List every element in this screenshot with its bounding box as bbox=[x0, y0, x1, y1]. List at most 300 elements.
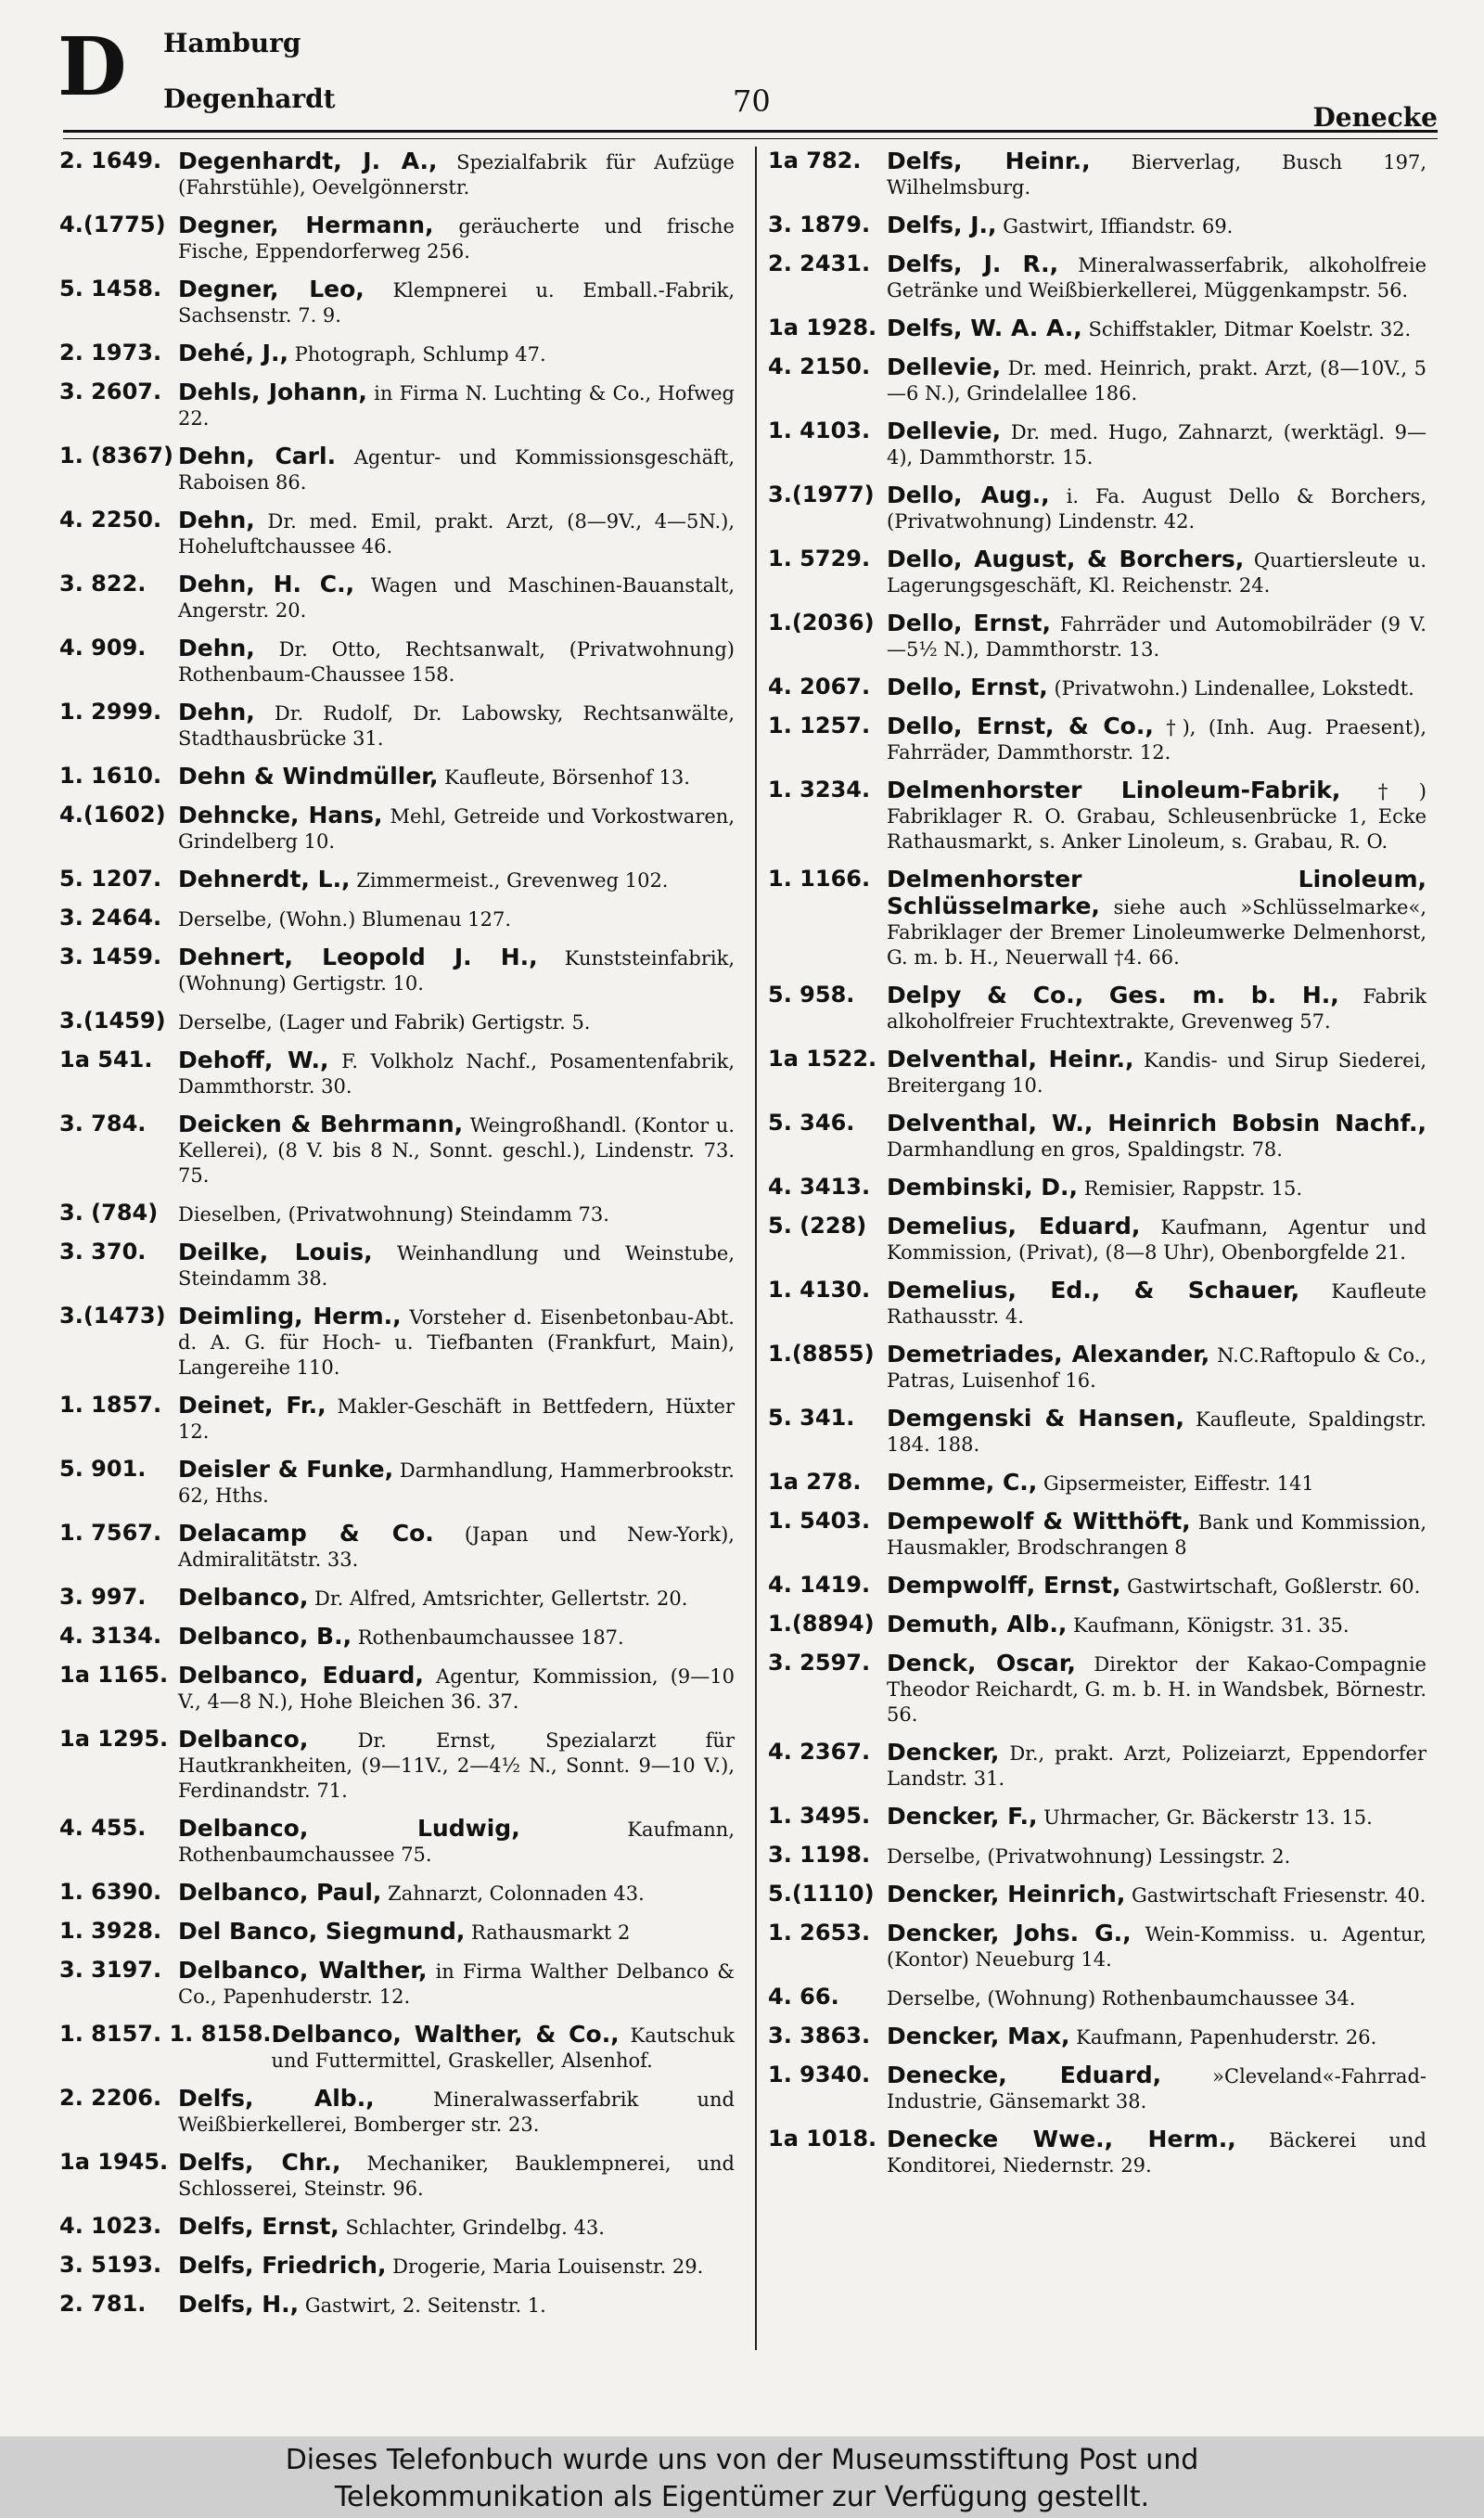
phone-number: 4. 2150. bbox=[768, 353, 871, 379]
directory-entry bbox=[59, 1624, 735, 1651]
entry-name: Degenhardt, J. A., bbox=[178, 148, 438, 174]
phone-number: 3. 997. bbox=[59, 1584, 147, 1610]
entry-details: Darmhandlung, Hammerbrookstr. 62, Hths. bbox=[178, 1459, 735, 1507]
phone-number: 1a 1522. bbox=[768, 1046, 877, 1072]
entry-text bbox=[887, 2062, 1426, 2114]
entry-details: Schlachter, Grindelbg. 43. bbox=[339, 2216, 605, 2239]
directory-entry bbox=[768, 1882, 1426, 1908]
entry-text bbox=[178, 507, 735, 559]
phone-number: 2. 2206. bbox=[59, 2085, 162, 2111]
entry-name: Del Banco, Siegmund, bbox=[178, 1918, 466, 1945]
entry-name: Delbanco, bbox=[178, 1584, 309, 1611]
entry-text bbox=[178, 1304, 735, 1381]
entry-name: Dempwolff, Ernst, bbox=[887, 1572, 1121, 1599]
entry-text bbox=[887, 1175, 1426, 1201]
phone-number: 5.(1110) bbox=[768, 1881, 875, 1907]
phone-number: 1. 2653. bbox=[768, 1920, 871, 1946]
entry-text bbox=[887, 2126, 1426, 2178]
entry-name: Deimling, Herm., bbox=[178, 1303, 402, 1330]
directory-entry bbox=[59, 1304, 735, 1381]
entry-details: Kautschuk und Futtermittel, Graskeller, Alsenhof. bbox=[271, 2024, 735, 2072]
entry-name: Dencker, F., bbox=[887, 1803, 1038, 1830]
entry-name: Degner, Hermann, bbox=[178, 212, 434, 238]
directory-entry bbox=[59, 1047, 735, 1099]
directory-entry bbox=[59, 636, 735, 687]
directory-entry bbox=[59, 1958, 735, 2010]
entry-text bbox=[887, 418, 1426, 470]
phone-number: 5. 346. bbox=[768, 1110, 855, 1136]
entry-details: Kaufmann, Königstr. 31. 35. bbox=[1067, 1614, 1350, 1637]
phone-number: 1. 6390. bbox=[59, 1879, 162, 1905]
entry-name: Delfs, J. R., bbox=[887, 251, 1059, 277]
phone-number: 1. 2999. bbox=[59, 699, 162, 725]
entry-details: Derselbe, (Privatwohnung) Lessingstr. 2. bbox=[887, 1845, 1291, 1868]
entry-details: Kaufmann, Papenhuderstr. 26. bbox=[1069, 2026, 1377, 2049]
phone-number: 1. 3928. bbox=[59, 1918, 162, 1944]
entry-details: Zimmermeist., Grevenweg 102. bbox=[350, 869, 669, 892]
directory-entry bbox=[768, 1047, 1426, 1098]
directory-entry bbox=[768, 1214, 1426, 1265]
header-rule-thick bbox=[63, 130, 1438, 133]
entry-name: Dello, Aug., bbox=[887, 482, 1050, 508]
directory-entry bbox=[59, 443, 735, 495]
directory-entry bbox=[59, 379, 735, 431]
directory-entry bbox=[59, 1880, 735, 1907]
entry-details: in Firma Walther Delbanco & Co., Papenhuderstr. 12. bbox=[178, 1960, 735, 2008]
entry-details: †) Fabriklager R. O. Grabau, Schleusenbrücke 1, Ecke Rathausmarkt, s. Anker Linoleum, s. Grabau, R. O. bbox=[887, 780, 1426, 853]
entry-text bbox=[178, 1047, 735, 1099]
directory-entry bbox=[768, 1740, 1426, 1792]
entry-details: Spezialfabrik für Aufzüge (Fahrstühle), Oevelgönnerstr. bbox=[178, 151, 735, 199]
phone-number: 3.(1459) bbox=[59, 1008, 166, 1034]
directory-entry bbox=[768, 2062, 1426, 2114]
phone-number: 1. 4130. bbox=[768, 1277, 871, 1303]
directory-entry bbox=[768, 1278, 1426, 1330]
directory-entry bbox=[59, 2214, 735, 2241]
entry-text bbox=[178, 1201, 735, 1227]
entry-name: Demgenski & Hansen, bbox=[887, 1405, 1184, 1432]
entry-name: Delpy & Co., Ges. m. b. H., bbox=[887, 982, 1339, 1008]
entry-name: Delventhal, Heinr., bbox=[887, 1046, 1134, 1073]
entry-details: Photograph, Schlump 47. bbox=[288, 343, 546, 366]
directory-entry bbox=[768, 1612, 1426, 1638]
entry-details: Kunststeinfabrik, (Wohnung) Gertigstr. 10. bbox=[178, 947, 735, 995]
entry-details: Darmhandlung en gros, Spaldingstr. 78. bbox=[887, 1138, 1283, 1161]
entry-details: Derselbe, (Wohnung) Rothenbaumchaussee 34. bbox=[887, 1987, 1356, 2010]
entry-name: Delbanco, bbox=[178, 1726, 309, 1753]
phone-number: 2. 781. bbox=[59, 2291, 147, 2317]
entry-details: Gipsermeister, Eiffestr. 141 bbox=[1037, 1472, 1314, 1495]
entry-name: Delventhal, W., Heinrich Bobsin Nachf., bbox=[887, 1110, 1426, 1137]
entry-name: Delfs, Heinr., bbox=[887, 148, 1091, 174]
phone-number: 1. 9340. bbox=[768, 2062, 871, 2088]
phone-number: 1. 1257. bbox=[768, 713, 871, 739]
entry-details: Dr. med. Emil, prakt. Arzt, (8—9V., 4—5N.), Hoheluftchaussee 46. bbox=[178, 510, 735, 558]
entry-text bbox=[178, 340, 735, 367]
phone-number: 5. 1458. bbox=[59, 276, 162, 302]
entry-name: Demme, C., bbox=[887, 1469, 1038, 1496]
phone-number: 2. 1973. bbox=[59, 340, 162, 366]
phone-number: 1.(2036) bbox=[768, 610, 875, 636]
directory-entry bbox=[768, 251, 1426, 303]
phone-number: 4. 1023. bbox=[59, 2213, 162, 2239]
phone-number: 3. (784) bbox=[59, 1200, 159, 1226]
entry-text bbox=[887, 1882, 1426, 1908]
entry-name: Delmenhorster Linoleum, Schlüsselmarke, bbox=[887, 866, 1426, 919]
entry-name: Dellevie, bbox=[887, 353, 1002, 380]
phone-number: 3. 370. bbox=[59, 1239, 147, 1265]
phone-number: 1.(8855) bbox=[768, 1341, 875, 1367]
entry-name: Deisler & Funke, bbox=[178, 1456, 394, 1483]
entry-name: Delmenhorster Linoleum-Fabrik, bbox=[887, 777, 1341, 803]
phone-number: 3. 3863. bbox=[768, 2023, 871, 2049]
directory-entry bbox=[768, 1111, 1426, 1163]
entry-text bbox=[887, 983, 1426, 1034]
footer-line-1: Dieses Telefonbuch wurde uns von der Museumsstiftung Post und bbox=[285, 2444, 1199, 2476]
directory-entry bbox=[768, 418, 1426, 470]
entry-details: Gastwirtschaft, Goßlerstr. 60. bbox=[1120, 1575, 1421, 1598]
phone-number: 3. 1879. bbox=[768, 212, 871, 238]
entry-details: Rothenbaumchaussee 187. bbox=[352, 1626, 624, 1649]
entry-text bbox=[178, 1521, 735, 1573]
entry-details: »Cleveland«-Fahrrad-Industrie, Gänsemarkt 38. bbox=[887, 2065, 1426, 2113]
phone-number: 4. 3134. bbox=[59, 1623, 162, 1649]
entry-name: Dehn, H. C., bbox=[178, 571, 355, 597]
entry-name: Delbanco, Ludwig, bbox=[178, 1815, 520, 1842]
entry-text bbox=[178, 636, 735, 687]
entry-text bbox=[178, 572, 735, 623]
entry-details: Zahnarzt, Colonnaden 43. bbox=[381, 1882, 645, 1905]
entry-text bbox=[887, 1921, 1426, 1972]
directory-entry bbox=[768, 1406, 1426, 1458]
entry-name: Delbanco, B., bbox=[178, 1623, 352, 1650]
entry-details: †), (Inh. Aug. Praesent), Fahrräder, Dammthorstr. 12. bbox=[887, 716, 1427, 764]
directory-entry bbox=[59, 906, 735, 932]
directory-entry bbox=[768, 2126, 1426, 2178]
last-entry-heading: Denecke bbox=[1312, 102, 1438, 133]
entry-name: Dello, Ernst, bbox=[887, 610, 1051, 636]
entry-text bbox=[178, 212, 735, 264]
entry-name: Demuth, Alb., bbox=[887, 1611, 1068, 1638]
entry-text bbox=[887, 1342, 1426, 1394]
directory-entry bbox=[59, 700, 735, 752]
directory-entry bbox=[59, 2086, 735, 2138]
entry-details: Bierverlag, Busch 197, Wilhelmsburg. bbox=[887, 151, 1426, 199]
phone-number: 4.(1775) bbox=[59, 212, 166, 238]
entry-text bbox=[272, 2022, 735, 2074]
phone-number: 1. 1610. bbox=[59, 763, 162, 789]
directory-entry bbox=[768, 1470, 1426, 1497]
entry-name: Dencker, Max, bbox=[887, 2023, 1070, 2049]
directory-entry bbox=[59, 1585, 735, 1612]
phone-number: 4. 455. bbox=[59, 1815, 147, 1841]
directory-entry bbox=[768, 1985, 1426, 2011]
phone-number: 3. 2464. bbox=[59, 905, 162, 931]
directory-entry bbox=[59, 1457, 735, 1509]
directory-entry bbox=[768, 1651, 1426, 1728]
entry-name: Deilke, Louis, bbox=[178, 1239, 373, 1265]
phone-number: 3. 1198. bbox=[768, 1842, 871, 1868]
entry-name: Delbanco, Paul, bbox=[178, 1879, 382, 1906]
entry-details: Makler-Geschäft in Bettfedern, Hüxter 12. bbox=[178, 1395, 736, 1443]
directory-entry bbox=[768, 1573, 1426, 1599]
entry-details: Bäckerei und Konditorei, Niedernstr. 29. bbox=[887, 2129, 1426, 2177]
phone-number: 1a 1165. bbox=[59, 1662, 169, 1688]
entry-details: Direktor der Kakao-Compagnie Theodor Reichardt, G. m. b. H. in Wandsbek, Börnestr. 56. bbox=[887, 1653, 1426, 1726]
entry-name: Dehls, Johann, bbox=[178, 379, 367, 405]
entry-details: F. Volkholz Nachf., Posamentenfabrik, Dammthorstr. 30. bbox=[178, 1050, 735, 1098]
entry-details: Derselbe, (Lager und Fabrik) Gertigstr. 5. bbox=[178, 1011, 591, 1034]
column-separator bbox=[755, 147, 757, 2350]
entry-name: Denecke, Eduard, bbox=[887, 2062, 1162, 2088]
entry-details: Wein-Kommiss. u. Agentur, (Kontor) Neueburg 14. bbox=[887, 1923, 1426, 1971]
entry-text bbox=[887, 315, 1426, 342]
entry-details: Vorsteher d. Eisenbetonbau-Abt. d. A. G. für Hoch- u. Tiefbanten (Frankfurt, Main), Langereihe 110. bbox=[178, 1306, 735, 1379]
phone-number: 2. 1649. bbox=[59, 148, 162, 173]
entry-text bbox=[178, 867, 735, 893]
entry-details: Mehl, Getreide und Vorkostwaren, Grindelberg 10. bbox=[178, 805, 735, 853]
directory-entry bbox=[59, 2292, 735, 2319]
entry-details: N.C.Raftopulo & Co., Patras, Luisenhof 16. bbox=[887, 1344, 1426, 1392]
phone-number: 1. (8367) bbox=[59, 443, 173, 469]
directory-entry bbox=[59, 1111, 735, 1188]
directory-entry bbox=[768, 777, 1426, 854]
directory-entry bbox=[768, 482, 1426, 534]
entry-details: Kaufleute Rathausstr. 4. bbox=[887, 1280, 1426, 1328]
phone-number: 2. 2431. bbox=[768, 251, 871, 276]
phone-number: 3. 784. bbox=[59, 1111, 147, 1137]
entry-text bbox=[887, 1651, 1426, 1728]
entry-text bbox=[887, 1047, 1426, 1098]
entry-name: Delfs, Friedrich, bbox=[178, 2252, 387, 2279]
entry-text bbox=[178, 906, 735, 932]
entry-name: Degner, Leo, bbox=[178, 276, 365, 302]
directory-entry bbox=[59, 1201, 735, 1227]
directory-entry bbox=[768, 148, 1426, 200]
entry-name: Dello, Ernst, bbox=[887, 674, 1048, 700]
phone-number: 4. 2250. bbox=[59, 507, 162, 533]
entry-name: Delfs, Alb., bbox=[178, 2085, 375, 2112]
entry-text bbox=[887, 212, 1426, 239]
entry-details: Gastwirt, Iffiandstr. 69. bbox=[996, 215, 1234, 238]
entry-details: (Privatwohn.) Lindenallee, Lokstedt. bbox=[1047, 677, 1414, 700]
entry-text bbox=[887, 1612, 1426, 1638]
directory-entry bbox=[59, 2022, 735, 2074]
entry-name: Demelius, Ed., & Schauer, bbox=[887, 1277, 1300, 1304]
phone-number: 3. 5193. bbox=[59, 2252, 162, 2278]
first-entry-heading: Degenhardt bbox=[163, 84, 336, 114]
entry-details: geräucherte und frische Fische, Eppendorferweg 256. bbox=[178, 215, 735, 263]
footer-line-2: Telekommunikation als Eigentümer zur Verfügung gestellt. bbox=[334, 2481, 1150, 2513]
right-column bbox=[768, 148, 1426, 2178]
entry-text bbox=[178, 1727, 735, 1804]
phone-number: 5. (228) bbox=[768, 1213, 867, 1239]
entry-name: Dehn, bbox=[178, 699, 255, 726]
directory-entry bbox=[59, 1727, 735, 1804]
entry-details: Weingroßhandl. (Kontor u. Kellerei), (8 V. bis 8 N., Sonnt. geschl.), Lindenstr. 73. 75. bbox=[178, 1114, 735, 1187]
directory-entry bbox=[59, 944, 735, 996]
entry-text bbox=[887, 1470, 1426, 1497]
entry-name: Denck, Oscar, bbox=[887, 1650, 1076, 1677]
directory-entry bbox=[768, 212, 1426, 239]
directory-entry bbox=[59, 764, 735, 790]
directory-entry bbox=[59, 572, 735, 623]
entry-text bbox=[887, 546, 1426, 598]
entry-text bbox=[178, 2253, 735, 2280]
directory-entry bbox=[59, 148, 735, 200]
directory-entry bbox=[768, 674, 1426, 701]
directory-entry bbox=[768, 610, 1426, 662]
entry-text bbox=[887, 1843, 1426, 1869]
entry-details: Schiffstakler, Ditmar Koelstr. 32. bbox=[1081, 318, 1412, 340]
directory-entry bbox=[768, 1175, 1426, 1201]
entry-details: Kandis- und Sirup Siederei, Breitergang 10. bbox=[887, 1049, 1426, 1097]
entry-name: Delfs, W. A. A., bbox=[887, 315, 1082, 341]
entry-name: Dehncke, Hans, bbox=[178, 802, 383, 829]
entry-details: Gastwirtschaft Friesenstr. 40. bbox=[1125, 1884, 1426, 1907]
directory-entry bbox=[59, 1663, 735, 1715]
entry-text bbox=[887, 713, 1426, 765]
entry-text bbox=[887, 610, 1426, 662]
entry-name: Delbanco, Eduard, bbox=[178, 1662, 424, 1689]
directory-entry bbox=[768, 1342, 1426, 1394]
entry-text bbox=[178, 1958, 735, 2010]
phone-number: 4. 1419. bbox=[768, 1572, 871, 1598]
entry-details: Agentur- und Kommissionsgeschäft, Raboisen 86. bbox=[178, 446, 735, 494]
directory-entry bbox=[768, 1843, 1426, 1869]
phone-number: 4. 909. bbox=[59, 635, 147, 661]
directory-entry bbox=[59, 340, 735, 367]
entry-text bbox=[887, 1214, 1426, 1265]
entry-details: Dr. Otto, Rechtsanwalt, (Privatwohnung) Rothenbaum-Chaussee 158. bbox=[178, 638, 735, 686]
entry-text bbox=[178, 700, 735, 752]
entry-details: (Japan und New-York), Admiralitätstr. 33. bbox=[178, 1523, 735, 1571]
entry-name: Demetriades, Alexander, bbox=[887, 1341, 1210, 1368]
phone-number: 5. 901. bbox=[59, 1456, 147, 1482]
entry-details: Agentur, Kommission, (9—10 V., 4—8 N.), Hohe Bleichen 36. 37. bbox=[178, 1665, 735, 1713]
phone-number: 1. 3234. bbox=[768, 777, 871, 803]
entry-text bbox=[178, 764, 735, 790]
directory-entry bbox=[768, 983, 1426, 1034]
copyright-footer bbox=[0, 2436, 1484, 2518]
phone-number: 1a 1945. bbox=[59, 2149, 169, 2175]
phone-number: 5. 958. bbox=[768, 982, 855, 1008]
phone-number: 1a 1018. bbox=[768, 2126, 877, 2152]
entry-name: Dellevie, bbox=[887, 418, 1002, 444]
directory-entry bbox=[768, 354, 1426, 406]
entry-name: Delfs, Chr., bbox=[178, 2149, 341, 2176]
directory-entry bbox=[59, 1521, 735, 1573]
entry-details: i. Fa. August Dello & Borchers, (Privatwohnung) Lindenstr. 42. bbox=[887, 485, 1426, 533]
phone-number: 1a 541. bbox=[59, 1047, 153, 1073]
entry-details: Gastwirt, 2. Seitenstr. 1. bbox=[299, 2294, 546, 2317]
entry-text bbox=[178, 1919, 735, 1946]
entry-details: Wagen und Maschinen-Bauanstalt, Angerstr. 20. bbox=[178, 574, 735, 622]
entry-name: Demelius, Eduard, bbox=[887, 1213, 1141, 1240]
entry-details: Dr., prakt. Arzt, Polizeiarzt, Eppendorfer Landstr. 31. bbox=[887, 1742, 1426, 1790]
entry-details: Bank und Kommission, Hausmakler, Brodschrangen 8 bbox=[887, 1511, 1426, 1559]
entry-name: Dehnerdt, L., bbox=[178, 866, 351, 893]
phone-number: 1. 5403. bbox=[768, 1508, 871, 1534]
phone-number: 1.(8894) bbox=[768, 1611, 875, 1637]
entry-text bbox=[178, 1393, 735, 1445]
directory-entry bbox=[59, 867, 735, 893]
entry-details: Mineralwasserfabrik und Weißbierkellerei, Bomberger str. 23. bbox=[178, 2088, 735, 2136]
entry-text bbox=[178, 379, 735, 431]
phone-number: 1. 4103. bbox=[768, 418, 871, 443]
entry-details: Drogerie, Maria Louisenstr. 29. bbox=[386, 2255, 704, 2278]
entry-text bbox=[178, 1240, 735, 1291]
directory-entry bbox=[59, 1919, 735, 1946]
directory-entry bbox=[59, 2150, 735, 2202]
phone-number: 3. 2607. bbox=[59, 379, 162, 405]
entry-name: Dehn, bbox=[178, 507, 255, 533]
entry-details: Kaufmann, Rothenbaumchaussee 75. bbox=[178, 1818, 735, 1866]
phone-number: 1a 782. bbox=[768, 148, 862, 173]
entry-text bbox=[178, 148, 735, 200]
entry-name: Delacamp & Co. bbox=[178, 1520, 434, 1547]
entry-details: Kaufleute, Spaldingstr. 184. 188. bbox=[887, 1408, 1426, 1456]
phone-number: 3. 3197. bbox=[59, 1957, 162, 1983]
phone-number: 1. 8157. 1. 8158. bbox=[59, 2021, 272, 2047]
directory-entry bbox=[59, 507, 735, 559]
entry-name: Dehé, J., bbox=[178, 340, 288, 366]
directory-entry bbox=[768, 1509, 1426, 1561]
entry-text bbox=[178, 2086, 735, 2138]
entry-text bbox=[887, 674, 1426, 701]
entry-text bbox=[887, 777, 1426, 854]
entry-text bbox=[178, 1111, 735, 1188]
phone-number: 3. 1459. bbox=[59, 944, 162, 970]
entry-text bbox=[178, 443, 735, 495]
phone-number: 4. 66. bbox=[768, 1984, 839, 2010]
directory-entry bbox=[59, 1240, 735, 1291]
phone-number: 1. 3495. bbox=[768, 1803, 871, 1829]
phone-number: 1. 5729. bbox=[768, 546, 871, 572]
entry-name: Dencker, bbox=[887, 1739, 1000, 1766]
entry-name: Dehn, Carl. bbox=[178, 443, 337, 469]
entry-text bbox=[887, 1278, 1426, 1330]
entry-name: Dehnert, Leopold J. H., bbox=[178, 944, 538, 970]
entry-text bbox=[178, 944, 735, 996]
entry-text bbox=[887, 482, 1426, 534]
entry-details: Fahrräder und Automobilräder (9 V.—5½ N.), Dammthorstr. 13. bbox=[887, 613, 1426, 661]
entry-details: Quartiersleute u. Lagerungsgeschäft, Kl. Reichenstr. 24. bbox=[887, 549, 1426, 597]
entry-details: siehe auch »Schlüsselmarke«, Fabriklager der Bremer Linoleumwerke Delmenhorst, G. m. b. H., Neuerwall †4. 66. bbox=[887, 896, 1426, 969]
entry-details: Remisier, Rappstr. 15. bbox=[1078, 1177, 1302, 1200]
phone-number: 1. 1166. bbox=[768, 866, 871, 892]
phone-number: 4. 2367. bbox=[768, 1739, 871, 1765]
entry-text bbox=[887, 1804, 1426, 1831]
entry-text bbox=[887, 2023, 1426, 2050]
entry-text bbox=[887, 1985, 1426, 2011]
entry-name: Delfs, H., bbox=[178, 2291, 300, 2318]
entry-details: Weinhandlung und Weinstube, Steindamm 38. bbox=[178, 1242, 735, 1290]
entry-details: Uhrmacher, Gr. Bäckerstr 13. 15. bbox=[1037, 1806, 1373, 1829]
entry-text bbox=[178, 2150, 735, 2202]
entry-name: Deicken & Behrmann, bbox=[178, 1111, 464, 1137]
entry-details: Rathausmarkt 2 bbox=[465, 1921, 631, 1944]
entry-name: Dempewolf & Witthöft, bbox=[887, 1508, 1191, 1535]
entry-details: Klempnerei u. Emball.-Fabrik, Sachsenstr. 7. 9. bbox=[178, 279, 735, 327]
directory-entry bbox=[59, 212, 735, 264]
entry-details: in Firma N. Luchting & Co., Hofweg 22. bbox=[178, 382, 735, 430]
directory-entry bbox=[768, 315, 1426, 342]
directory-entry bbox=[768, 1804, 1426, 1831]
entry-name: Deinet, Fr., bbox=[178, 1392, 326, 1419]
directory-entry bbox=[768, 713, 1426, 765]
phone-number: 3.(1473) bbox=[59, 1303, 166, 1329]
